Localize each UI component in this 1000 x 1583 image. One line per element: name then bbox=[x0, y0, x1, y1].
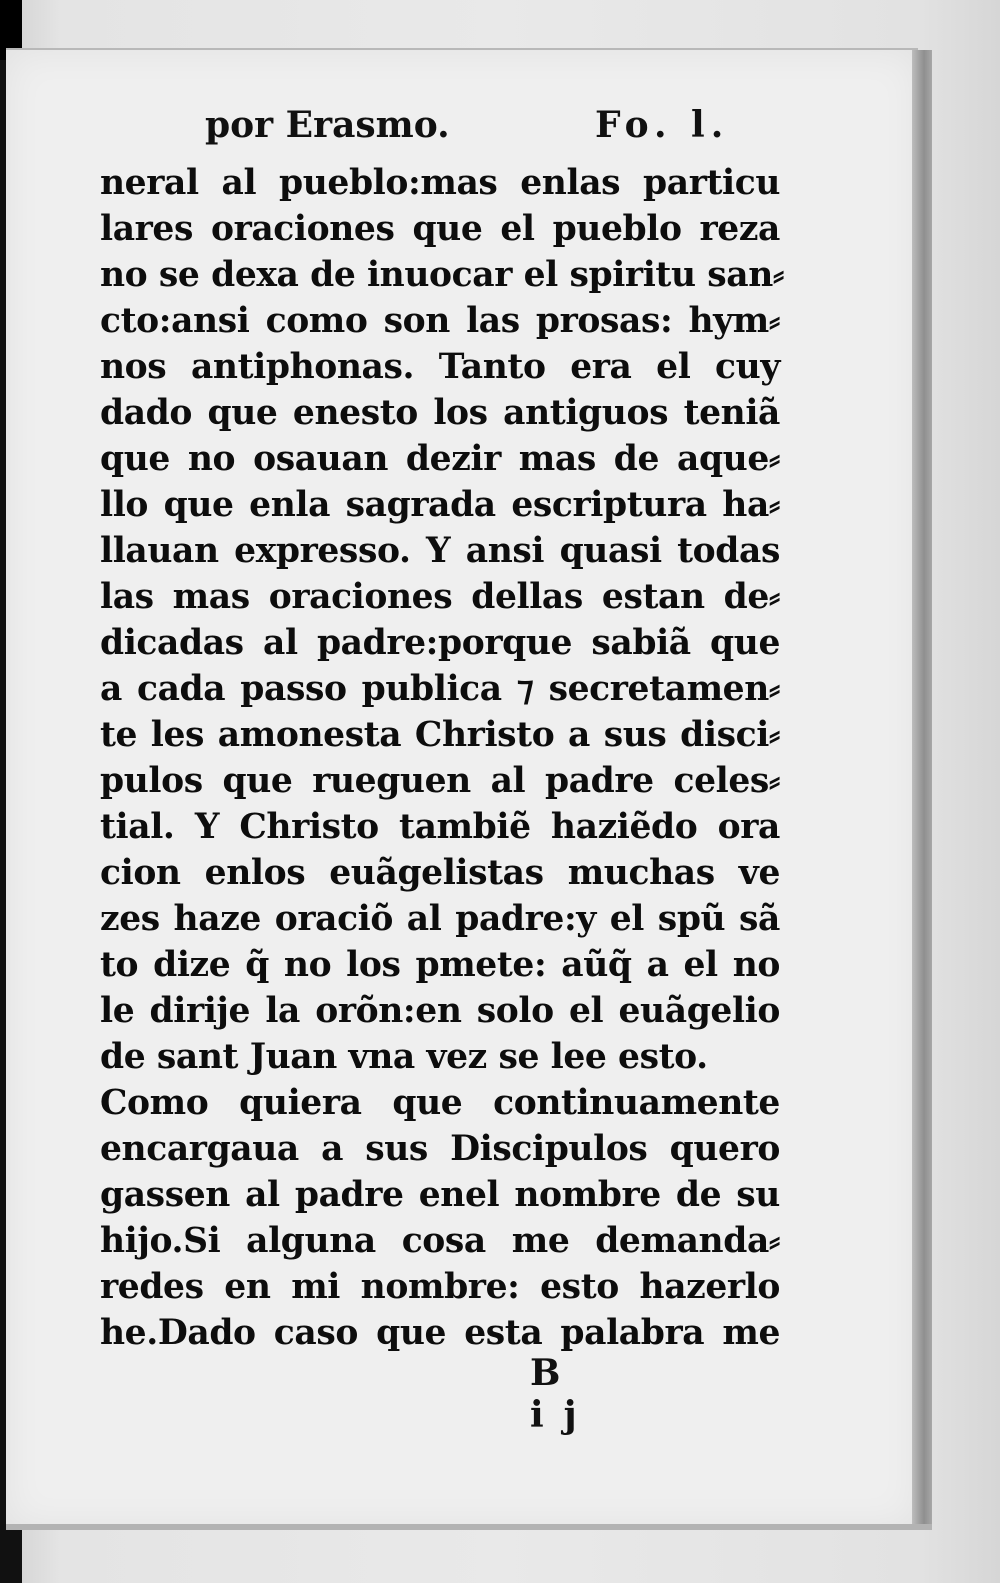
text-line: redes en mi nombre: esto hazerlo bbox=[100, 1267, 780, 1307]
running-head-title: por Erasmo. bbox=[205, 104, 450, 146]
text-line: cto:ansi como son las prosas: hym⸗ bbox=[100, 301, 780, 341]
text-line: nos antiphonas. Tanto era el cuy bbox=[100, 347, 780, 387]
text-line: to dize q̃ no los pmete: aũq̃ a el no bbox=[100, 945, 780, 985]
page-edge-bottom bbox=[6, 1524, 932, 1530]
text-line: tial. Y Christo tambiẽ haziẽdo ora bbox=[100, 807, 780, 847]
folio-number: Fo. l. bbox=[595, 104, 730, 146]
signature-mark: B ij bbox=[530, 1352, 597, 1436]
text-line: a cada passo publica ⁊ secretamen⸗ bbox=[100, 669, 780, 709]
running-head bbox=[205, 100, 745, 160]
text-line: lares oraciones que el pueblo reza bbox=[100, 209, 780, 249]
text-line: he.Dado caso que esta palabra me bbox=[100, 1313, 780, 1353]
text-line: llauan expresso. Y ansi quasi todas bbox=[100, 531, 780, 571]
text-line: pulos que rueguen al padre celes⸗ bbox=[100, 761, 780, 801]
text-line: neral al pueblo:mas enlas particu bbox=[100, 163, 780, 203]
text-line: gassen al padre enel nombre de su bbox=[100, 1175, 780, 1215]
text-line: que no osauan dezir mas de aque⸗ bbox=[100, 439, 780, 479]
body-text bbox=[100, 160, 784, 1356]
text-line: dado que enesto los antiguos teniã bbox=[100, 393, 780, 433]
text-line: las mas oraciones dellas estan de⸗ bbox=[100, 577, 780, 617]
text-line: de sant Juan vna vez se lee esto. bbox=[100, 1037, 708, 1077]
text-line: le dirije la orõn:en solo el euãgelio bbox=[100, 991, 780, 1031]
text-line: zes haze oraciõ al padre:y el spũ sã bbox=[100, 899, 780, 939]
page-edge-right bbox=[912, 50, 932, 1528]
text-line: cion enlos euãgelistas muchas ve bbox=[100, 853, 780, 893]
text-line: Como quiera que continuamente bbox=[100, 1083, 780, 1123]
text-line: llo que enla sagrada escriptura ha⸗ bbox=[100, 485, 780, 525]
text-line: no se dexa de inuocar el spiritu san⸗ bbox=[100, 255, 784, 295]
text-line: encargaua a sus Discipulos quero bbox=[100, 1129, 780, 1169]
text-line: te les amonesta Christo a sus disci⸗ bbox=[100, 715, 780, 755]
text-line: hijo.Si alguna cosa me demanda⸗ bbox=[100, 1221, 780, 1261]
text-line: dicadas al padre:porque sabiã que bbox=[100, 623, 780, 663]
